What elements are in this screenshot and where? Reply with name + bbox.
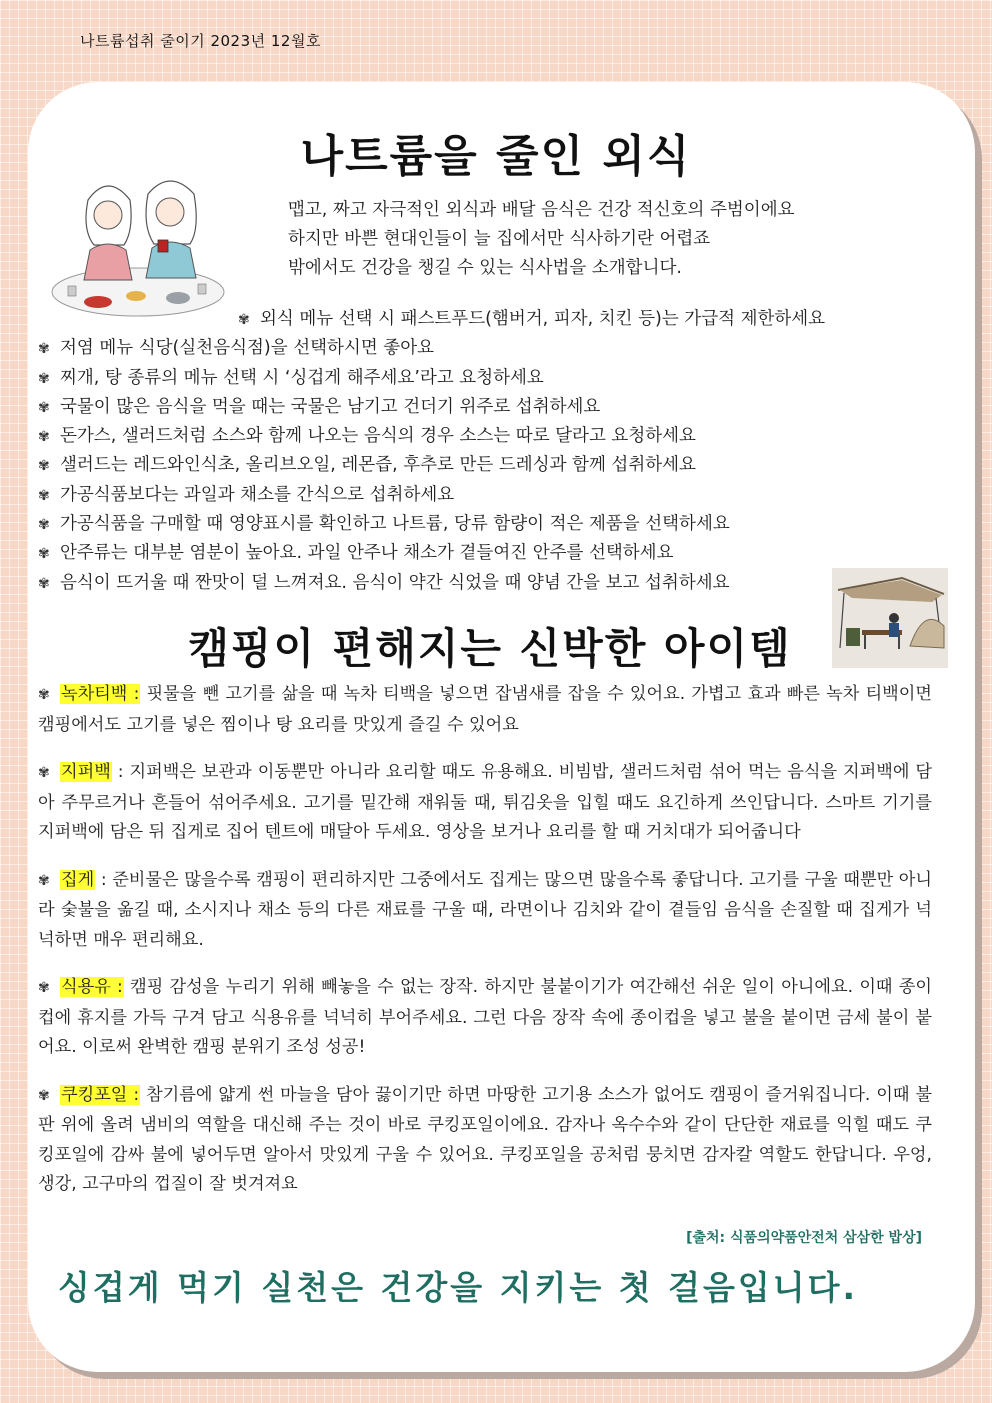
flower-bullet-icon: ✾ bbox=[38, 399, 50, 416]
flower-bullet-icon: ✾ bbox=[38, 458, 50, 475]
item-name: 녹차티백 : bbox=[61, 684, 140, 704]
list-item bbox=[38, 973, 932, 1063]
item-description: : 지퍼백은 보관과 이동뿐만 아니라 요리할 때도 유용해요. 비빔밥, 샐러드처럼 섞어 먹는 음식을 지퍼백에 담아 주무르거나 흔들어 섞어주세요. 고기를 밑간해 재워둘 때, 튀김옷을 입힐 때도 요긴하게 쓰인답니다. 스마트 기기를 지퍼백에 담은 뒤 집게로 집어 텐트에 매달아 두세요. 영상을 보거나 요리를 할 때 거치대가 되어줍니다 bbox=[38, 762, 932, 842]
camping-items bbox=[38, 680, 932, 1218]
slogan: 싱겁게 먹기 실천은 건강을 지키는 첫 걸음입니다. bbox=[58, 1268, 859, 1307]
list-item bbox=[38, 680, 932, 740]
flower-bullet-icon: ✾ bbox=[38, 546, 50, 563]
intro-text bbox=[288, 196, 795, 283]
flower-bullet-icon: ✾ bbox=[38, 341, 50, 358]
list-item: ✾ 국물이 많은 음식을 먹을 때는 국물은 남기고 건더기 위주로 섭취하세요 bbox=[38, 393, 938, 422]
flower-bullet-icon: ✾ bbox=[38, 517, 50, 534]
list-item: ✾ 돈가스, 샐러드처럼 소스와 함께 나오는 음식의 경우 소스는 따로 달라고 요청하세요 bbox=[38, 422, 938, 451]
tips-list bbox=[38, 305, 938, 598]
list-item: ✾ 샐러드는 레드와인식초, 올리브오일, 레몬즙, 후추로 만든 드레싱과 함께 섭취하세요 bbox=[38, 451, 938, 480]
list-item: ✾ 안주류는 대부분 염분이 높아요. 과일 안주나 채소가 곁들여진 안주를 선택하세요 bbox=[38, 539, 938, 568]
item-name: 지퍼백 bbox=[61, 762, 111, 782]
section-title-camping: 캠핑이 편해지는 신박한 아이템 bbox=[188, 624, 792, 673]
list-item: ✾ 저염 메뉴 식당(실천음식점)을 선택하시면 좋아요 bbox=[38, 334, 938, 363]
list-item: ✾ 가공식품보다는 과일과 채소를 간식으로 섭취하세요 bbox=[38, 481, 938, 510]
flower-bullet-icon: ✾ bbox=[238, 312, 250, 328]
item-name: 식용유 : bbox=[61, 977, 123, 997]
newsletter-header: 나트륨섭취 줄이기 2023년 12월호 bbox=[80, 32, 321, 50]
intro-line: 하지만 바쁜 현대인들이 늘 집에서만 식사하기란 어렵죠 bbox=[288, 229, 711, 249]
page-title: 나트륨을 줄인 외식 bbox=[300, 131, 692, 182]
flower-bullet-icon: ✾ bbox=[38, 1087, 50, 1104]
item-name: 집게 bbox=[61, 869, 95, 890]
intro-line: 맵고, 짜고 자극적인 외식과 배달 음식은 건강 적신호의 주범이에요 bbox=[288, 200, 795, 220]
list-item: ✾ 음식이 뜨거울 때 짠맛이 덜 느껴져요. 음식이 약간 식었을 때 양념 간을 보고 섭취하세요 bbox=[38, 569, 938, 598]
list-item bbox=[38, 758, 932, 848]
list-item: ✾ 찌개, 탕 종류의 메뉴 선택 시 ‘싱겁게 해주세요’라고 요청하세요 bbox=[38, 364, 938, 393]
flower-bullet-icon: ✾ bbox=[38, 487, 50, 504]
list-item: ✾ 외식 메뉴 선택 시 패스트푸드(햄버거, 피자, 치킨 등)는 가급적 제한하세요 bbox=[38, 305, 938, 334]
list-item bbox=[38, 866, 932, 956]
flower-bullet-icon: ✾ bbox=[38, 687, 50, 703]
item-description: : 준비물은 많을수록 캠핑이 편리하지만 그중에서도 집게는 많으면 많을수록 좋답니다. 고기를 구울 때뿐만 아니라 숯불을 옮길 때, 소시지나 채소 등의 다른 재료를 구울 때, 라면이나 김치와 같이 곁들임 음식을 손질할 때 집게가 넉넉하면 매우 편리해요. bbox=[38, 869, 932, 950]
list-item: ✾ 가공식품을 구매할 때 영양표시를 확인하고 나트륨, 당류 함량이 적은 제품을 선택하세요 bbox=[38, 510, 938, 539]
item-name: 쿠킹포일 : bbox=[61, 1084, 140, 1105]
item-description: 핏물을 뺀 고기를 삶을 때 녹차 티백을 넣으면 잡냄새를 잡을 수 있어요. 가볍고 효과 빠른 녹차 티백이면 캠핑에서도 고기를 넣은 찜이나 탕 요리를 맛있게 즐길 수 있어요 bbox=[38, 684, 932, 735]
item-description: 참기름에 얇게 썬 마늘을 담아 끓이기만 하면 마땅한 고기용 소스가 없어도 캠핑이 즐거워집니다. 이때 불판 위에 올려 냄비의 역할을 대신해 주는 것이 바로 쿠킹포일이에요. 감자나 옥수수와 같이 단단한 재료를 익힐 때도 쿠킹포일에 감싸 불에 넣어두면 알아서 맛있게 구울 수 있어요. 쿠킹포일을 공처럼 뭉치면 감자칼 역할도 한답니다. 우엉, 생강, 고구마의 껍질이 잘 벗겨져요 bbox=[38, 1084, 932, 1194]
source-citation: [출처: 식품의약품안전처 삼삼한 밥상] bbox=[686, 1230, 922, 1246]
flower-bullet-icon: ✾ bbox=[38, 429, 50, 446]
flower-bullet-icon: ✾ bbox=[38, 765, 50, 781]
intro-line: 밖에서도 건강을 챙길 수 있는 식사법을 소개합니다. bbox=[288, 258, 682, 278]
flower-bullet-icon: ✾ bbox=[38, 575, 50, 592]
flower-bullet-icon: ✾ bbox=[38, 370, 50, 387]
list-item bbox=[38, 1081, 932, 1200]
flower-bullet-icon: ✾ bbox=[38, 980, 50, 996]
item-description: 캠핑 감성을 누리기 위해 빼놓을 수 없는 장작. 하지만 불붙이기가 여간해선 쉬운 일이 아니에요. 이때 종이컵에 휴지를 가득 구겨 담고 식용유를 넉넉히 부어주세요. 그런 다음 장작 속에 종이컵을 넣고 불을 붙이면 금세 불이 붙어요. 이로써 완벽한 캠핑 분위기 조성 성공! bbox=[38, 977, 932, 1057]
flower-bullet-icon: ✾ bbox=[38, 872, 50, 889]
women-dining-illustration bbox=[48, 170, 228, 320]
